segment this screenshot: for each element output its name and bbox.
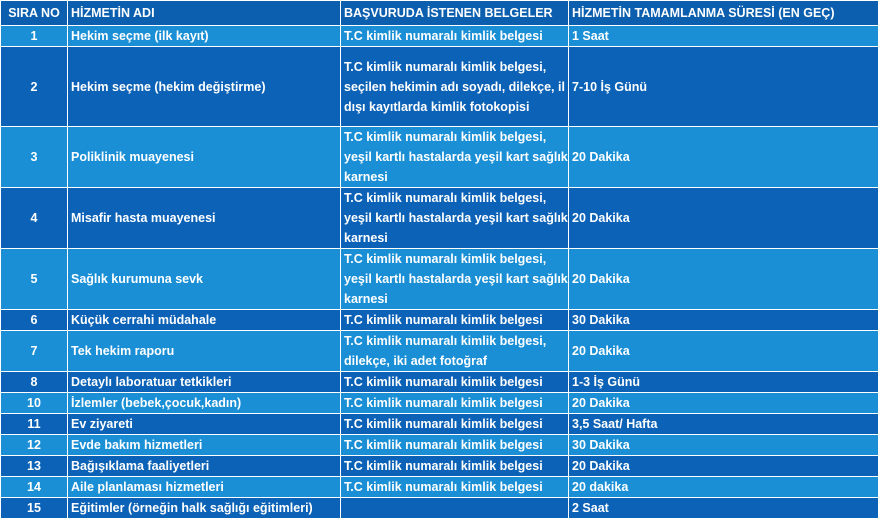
cell-name: İzlemler (bebek,çocuk,kadın) [68, 393, 341, 414]
table-row [1, 414, 878, 435]
header-row [1, 1, 878, 26]
cell-no: 13 [1, 456, 68, 477]
table-row [1, 127, 878, 188]
table-row [1, 372, 878, 393]
table-row [1, 498, 878, 519]
cell-no: 15 [1, 498, 68, 519]
cell-docs: T.C kimlik numaralı kimlik belgesi [341, 414, 569, 435]
cell-docs: T.C kimlik numaralı kimlik belgesi [341, 456, 569, 477]
cell-name: Sağlık kurumuna sevk [68, 249, 341, 310]
cell-time: 30 Dakika [569, 310, 878, 331]
table-row [1, 249, 878, 310]
cell-no: 5 [1, 249, 68, 310]
cell-time: 20 Dakika [569, 188, 878, 249]
cell-name: Hekim seçme (ilk kayıt) [68, 26, 341, 47]
cell-docs: T.C kimlik numaralı kimlik belgesi [341, 310, 569, 331]
cell-time: 2 Saat [569, 498, 878, 519]
cell-no: 1 [1, 26, 68, 47]
cell-name: Misafir hasta muayenesi [68, 188, 341, 249]
cell-time: 20 Dakika [569, 331, 878, 372]
cell-name: Aile planlaması hizmetleri [68, 477, 341, 498]
cell-docs: T.C kimlik numaralı kimlik belgesi [341, 372, 569, 393]
cell-no: 4 [1, 188, 68, 249]
cell-name: Eğitimler (örneğin halk sağlığı eğitimleri) [68, 498, 341, 519]
cell-time: 3,5 Saat/ Hafta [569, 414, 878, 435]
table-row [1, 47, 878, 127]
cell-no: 10 [1, 393, 68, 414]
cell-no: 11 [1, 414, 68, 435]
cell-time: 20 Dakika [569, 127, 878, 188]
table-row [1, 310, 878, 331]
cell-time: 1 Saat [569, 26, 878, 47]
table-body [1, 26, 878, 519]
cell-time: 20 Dakika [569, 249, 878, 310]
table-row [1, 26, 878, 47]
cell-docs: T.C kimlik numaralı kimlik belgesi, yeşil kartlı hastalarda yeşil kart sağlık karnesi [341, 127, 569, 188]
cell-no: 6 [1, 310, 68, 331]
cell-docs: T.C kimlik numaralı kimlik belgesi [341, 393, 569, 414]
cell-docs: T.C kimlik numaralı kimlik belgesi, yeşil kartlı hastalarda yeşil kart sağlık karnesi [341, 188, 569, 249]
table-row [1, 435, 878, 456]
header-no: SIRA NO [1, 1, 68, 26]
header-time: HİZMETİN TAMAMLANMA SÜRESİ (EN GEÇ) [569, 1, 878, 26]
cell-docs: T.C kimlik numaralı kimlik belgesi, dilekçe, iki adet fotoğraf [341, 331, 569, 372]
cell-time: 20 Dakika [569, 393, 878, 414]
cell-time: 30 Dakika [569, 435, 878, 456]
cell-time: 20 Dakika [569, 456, 878, 477]
cell-name: Poliklinik muayenesi [68, 127, 341, 188]
table-row [1, 477, 878, 498]
cell-docs: T.C kimlik numaralı kimlik belgesi [341, 477, 569, 498]
cell-name: Tek hekim raporu [68, 331, 341, 372]
cell-name: Hekim seçme (hekim değiştirme) [68, 47, 341, 127]
cell-no: 3 [1, 127, 68, 188]
cell-no: 2 [1, 47, 68, 127]
cell-docs [341, 498, 569, 519]
cell-time: 1-3 İş Günü [569, 372, 878, 393]
header-docs: BAŞVURUDA İSTENEN BELGELER [341, 1, 569, 26]
cell-name: Ev ziyareti [68, 414, 341, 435]
header-name: HİZMETİN ADI [68, 1, 341, 26]
cell-no: 12 [1, 435, 68, 456]
cell-docs: T.C kimlik numaralı kimlik belgesi [341, 26, 569, 47]
cell-no: 14 [1, 477, 68, 498]
cell-name: Evde bakım hizmetleri [68, 435, 341, 456]
cell-docs: T.C kimlik numaralı kimlik belgesi, seçilen hekimin adı soyadı, dilekçe, il dışı kayıtlarda kimlik fotokopisi [341, 47, 569, 127]
cell-time: 20 dakika [569, 477, 878, 498]
table-row [1, 456, 878, 477]
cell-name: Küçük cerrahi müdahale [68, 310, 341, 331]
table-row [1, 188, 878, 249]
table-row [1, 393, 878, 414]
cell-docs: T.C kimlik numaralı kimlik belgesi, yeşil kartlı hastalarda yeşil kart sağlık karnesi [341, 249, 569, 310]
cell-time: 7-10 İş Günü [569, 47, 878, 127]
cell-name: Detaylı laboratuar tetkikleri [68, 372, 341, 393]
table-row [1, 331, 878, 372]
cell-docs: T.C kimlik numaralı kimlik belgesi [341, 435, 569, 456]
cell-name: Bağışıklama faaliyetleri [68, 456, 341, 477]
cell-no: 7 [1, 331, 68, 372]
cell-no: 8 [1, 372, 68, 393]
